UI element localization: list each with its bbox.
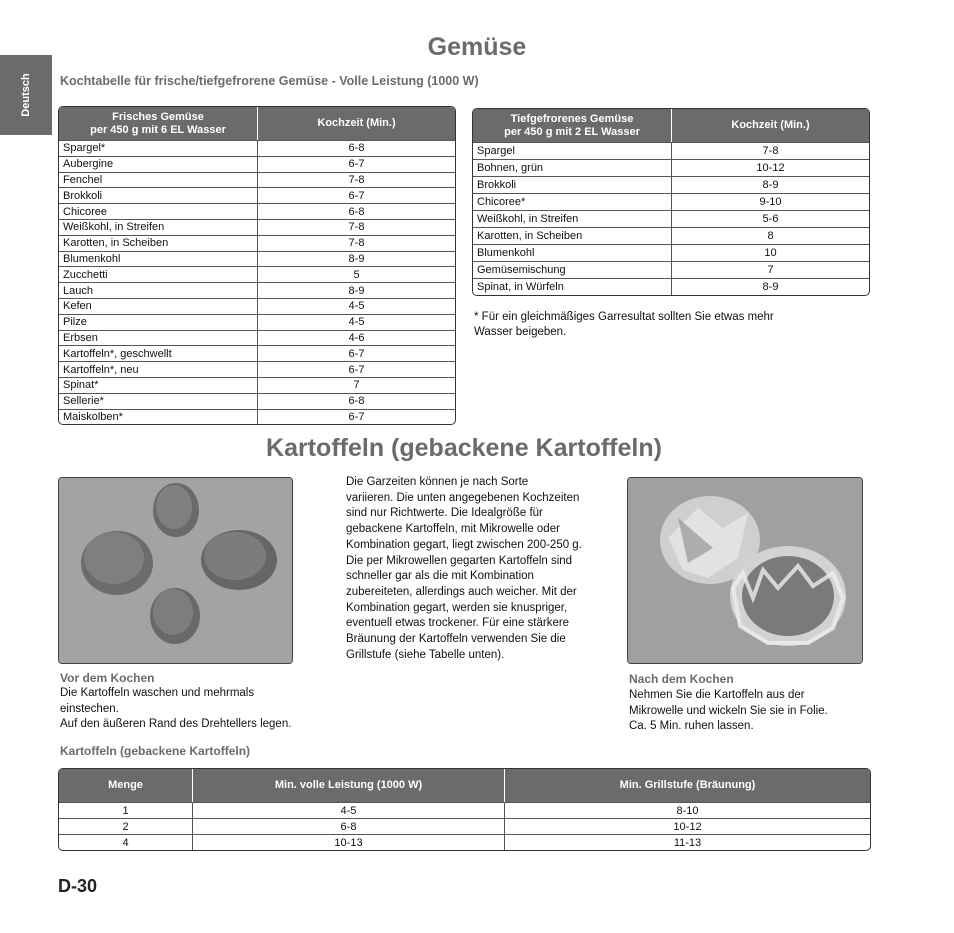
table-cell: 7: [258, 377, 455, 393]
table-row: [59, 802, 870, 818]
table-cell: Weißkohl, in Streifen: [473, 210, 672, 227]
table-row: [473, 176, 869, 193]
table-cell: 4-6: [258, 330, 455, 346]
table-cell: Pilze: [59, 314, 258, 330]
table-row: [473, 210, 869, 227]
text-line: Die Kartoffeln waschen und mehrmals: [60, 687, 255, 699]
table-cell: 6-7: [258, 187, 455, 203]
frozen-vegetables-table: [472, 108, 870, 296]
potato-table-label: Kartoffeln (gebackene Kartoffeln): [60, 744, 251, 758]
table-cell: Aubergine: [59, 156, 258, 172]
table-cell: 10-12: [505, 818, 870, 834]
table-row: [59, 219, 455, 235]
table-row: [59, 377, 455, 393]
table-cell: Brokkoli: [59, 187, 258, 203]
table-row: [59, 187, 455, 203]
table-row: [59, 409, 455, 425]
table-cell: Spinat, in Würfeln: [473, 278, 672, 295]
table-cell: Chicoree*: [473, 193, 672, 210]
table-row: [473, 227, 869, 244]
table-cell: 8-9: [672, 176, 869, 193]
text-line: sind nur Richtwerte. Die Idealgröße für: [346, 507, 543, 520]
text-line: Mikrowelle und wickeln Sie sie in Folie.: [629, 704, 828, 717]
foil-potatoes-image: [628, 478, 862, 663]
raw-potatoes-photo: [58, 477, 293, 664]
table-cell: 4-5: [258, 314, 455, 330]
table-cell: Kartoffeln*, geschwellt: [59, 345, 258, 361]
table-row: [59, 235, 455, 251]
table-cell: Spargel*: [59, 140, 258, 156]
frozen-header-line1: Tiefgefrorenes Gemüse: [510, 112, 634, 125]
table-row: [59, 393, 455, 409]
text-line: Die per Mikrowellen gegarten Kartoffeln sind: [346, 554, 573, 567]
table-cell: 9-10: [672, 193, 869, 210]
table-cell: Chicoree: [59, 203, 258, 219]
frozen-header-line2: per 450 g mit 2 EL Wasser: [504, 125, 640, 138]
fresh-header-time: Kochzeit (Min.): [258, 107, 455, 140]
table-cell: 8-9: [258, 251, 455, 267]
table-cell: 4-5: [258, 298, 455, 314]
text-line: eventuell etwas trockener. Für eine stärkere: [346, 617, 570, 630]
text-line: schneller gar als die mit Kombination: [346, 570, 534, 583]
table-row: [59, 140, 455, 156]
section-title-vegetables: Gemüse: [427, 33, 527, 61]
footnote: [474, 310, 774, 340]
after-cooking-label: Nach dem Kochen: [629, 672, 734, 686]
table-row: [59, 251, 455, 267]
table-cell: 7-8: [258, 219, 455, 235]
table-cell: 1: [59, 802, 193, 818]
table-row: [473, 244, 869, 261]
table-cell: 6-8: [258, 203, 455, 219]
table-cell: 4: [59, 834, 193, 850]
potato-header-quantity: Menge: [59, 769, 193, 802]
table-row: [473, 193, 869, 210]
table-cell: 11-13: [505, 834, 870, 850]
text-line: Ca. 5 Min. ruhen lassen.: [629, 720, 754, 733]
table-cell: Kartoffeln*, neu: [59, 361, 258, 377]
table-cell: 7-8: [258, 172, 455, 188]
table-row: [473, 142, 869, 159]
table-cell: 8-10: [505, 802, 870, 818]
table-cell: Fenchel: [59, 172, 258, 188]
before-cooking-label: Vor dem Kochen: [60, 671, 155, 685]
table-cell: Karotten, in Scheiben: [473, 227, 672, 244]
text-line: gebackene Kartoffeln, mit Mikrowelle oder: [346, 523, 560, 536]
table-cell: 5-6: [672, 210, 869, 227]
text-line: Kombination gegart, liegt zwischen 200-250 g.: [346, 538, 582, 551]
table-cell: 6-7: [258, 156, 455, 172]
table-cell: Blumenkohl: [59, 251, 258, 267]
table-cell: 5: [258, 266, 455, 282]
table-row: [473, 261, 869, 278]
table-cell: 7-8: [258, 235, 455, 251]
table-row: [59, 266, 455, 282]
table-row: [473, 278, 869, 295]
side-tab-label: Deutsch: [20, 73, 32, 117]
fresh-header-item: [59, 107, 258, 140]
table-row: [59, 361, 455, 377]
potato-cooking-table: [58, 768, 871, 851]
fresh-header-line1: Frisches Gemüse: [112, 110, 204, 123]
table-cell: 7: [672, 261, 869, 278]
table-row: [59, 330, 455, 346]
text-line: Auf den äußeren Rand des Drehtellers legen.: [60, 718, 292, 731]
table-cell: 6-8: [193, 818, 505, 834]
table-cell: 6-8: [258, 393, 455, 409]
table-cell: Karotten, in Scheiben: [59, 235, 258, 251]
after-cooking-text: [629, 688, 828, 735]
table-cell: Lauch: [59, 282, 258, 298]
table-row: [473, 159, 869, 176]
potato-description: [346, 475, 616, 663]
potato-header-full-power: Min. volle Leistung (1000 W): [193, 769, 505, 802]
table-cell: 10: [672, 244, 869, 261]
table-cell: 7-8: [672, 142, 869, 159]
table-cell: 6-7: [258, 361, 455, 377]
table-cell: Spinat*: [59, 377, 258, 393]
text-line: variieren. Die unten angegebenen Kochzeiten: [346, 491, 580, 504]
table-row: [59, 282, 455, 298]
table-row: [59, 298, 455, 314]
fresh-header-line2: per 450 g mit 6 EL Wasser: [90, 123, 226, 136]
potato-header-grill: Min. Grillstufe (Bräunung): [505, 769, 870, 802]
text-line: Nehmen Sie die Kartoffeln aus der: [629, 689, 805, 701]
table-cell: Erbsen: [59, 330, 258, 346]
table-row: [59, 172, 455, 188]
section-subtitle-vegetables: Kochtabelle für frische/tiefgefrorene Gemüse - Volle Leistung (1000 W): [60, 74, 479, 88]
table-cell: 6-7: [258, 409, 455, 425]
table-cell: 6-8: [258, 140, 455, 156]
table-row: [59, 203, 455, 219]
table-cell: Weißkohl, in Streifen: [59, 219, 258, 235]
language-side-tab: [0, 55, 52, 135]
table-cell: 6-7: [258, 345, 455, 361]
table-row: [59, 314, 455, 330]
frozen-header-time: Kochzeit (Min.): [672, 109, 869, 142]
table-cell: 10-12: [672, 159, 869, 176]
table-cell: Maiskolben*: [59, 409, 258, 425]
table-cell: Sellerie*: [59, 393, 258, 409]
table-cell: 8-9: [672, 278, 869, 295]
table-cell: Gemüsemischung: [473, 261, 672, 278]
frozen-header-item: [473, 109, 672, 142]
section-title-potatoes: Kartoffeln (gebackene Kartoffeln): [266, 434, 662, 462]
table-cell: 8-9: [258, 282, 455, 298]
footnote-line: * Für ein gleichmäßiges Garresultat sollten Sie etwas mehr: [474, 311, 774, 323]
wrapped-potatoes-photo: [627, 477, 863, 664]
table-cell: Brokkoli: [473, 176, 672, 193]
table-cell: 4-5: [193, 802, 505, 818]
table-cell: 10-13: [193, 834, 505, 850]
table-cell: 8: [672, 227, 869, 244]
raw-potatoes-image: [59, 478, 292, 663]
table-cell: Kefen: [59, 298, 258, 314]
table-cell: Bohnen, grün: [473, 159, 672, 176]
table-cell: Spargel: [473, 142, 672, 159]
text-line: zubereiteten, allerdings auch weicher. Mit der: [346, 585, 577, 598]
table-row: [59, 345, 455, 361]
table-cell: 2: [59, 818, 193, 834]
text-line: einstechen.: [60, 702, 119, 715]
footnote-line: Wasser beigeben.: [474, 326, 567, 338]
before-cooking-text: [60, 686, 291, 733]
table-cell: Zucchetti: [59, 266, 258, 282]
table-row: [59, 834, 870, 850]
text-line: Kombination gegart, werden sie knuspriger,: [346, 601, 568, 614]
text-line: Grillstufe (siehe Tabelle unten).: [346, 648, 505, 661]
table-row: [59, 156, 455, 172]
table-cell: Blumenkohl: [473, 244, 672, 261]
text-line: Die Garzeiten können je nach Sorte: [346, 476, 529, 488]
page-number: D-30: [58, 876, 98, 896]
table-row: [59, 818, 870, 834]
text-line: Bräunung der Kartoffeln verwenden Sie die: [346, 633, 566, 646]
fresh-vegetables-table: [58, 106, 456, 425]
